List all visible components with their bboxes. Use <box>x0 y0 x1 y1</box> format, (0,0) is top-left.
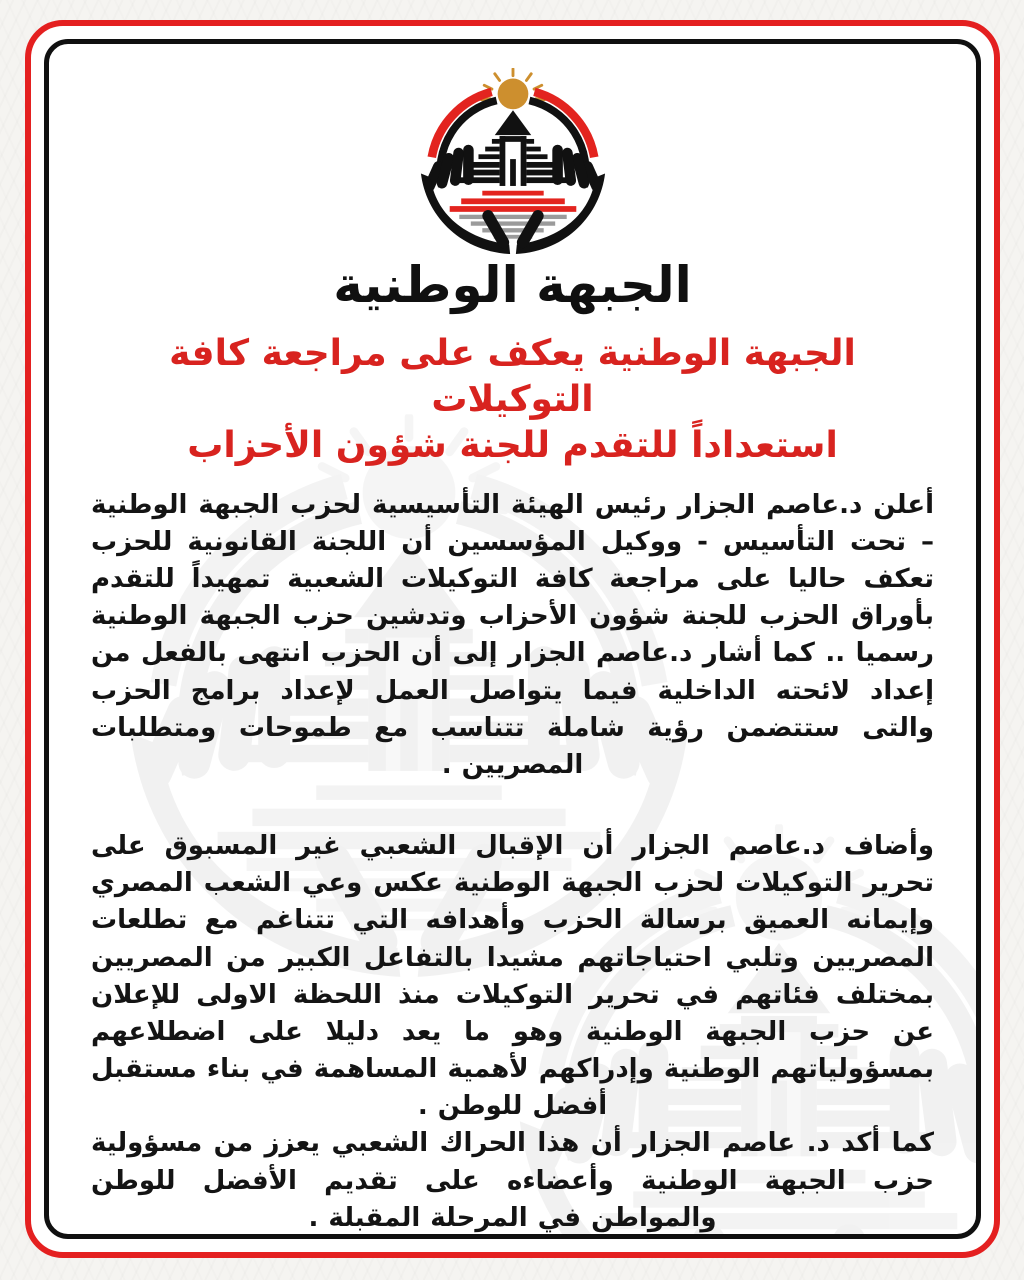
paragraph: وأضاف د.عاصم الجزار أن الإقبال الشعبي غير المسبوق على تحرير التوكيلات لحزب الجبهة الوطنية عكس وعي الشعب المصري وإيمانه العميق برسالة الحزب وأهدافه التي تتناغم مع تطلعات المصريين وتلبي احتياجاتهم مشيدا بالتفاعل الكبير من المصريين بمختلف فئاتهم في تحرير التوكيلات منذ اللحظة الاولى للإعلان عن حزب الجبهة الوطنية وهو ما يعد دليلا على اضطلاعهم بمسؤولياتهم الوطنية وإدراكهم لأهمية المساهمة في بناء مستقبل أفضل للوطن . <box>91 831 934 1122</box>
party-logo <box>417 68 609 255</box>
party-name-calligraphy: الجبهة الوطنية <box>333 256 692 314</box>
paragraph: أعلن د.عاصم الجزار رئيس الهيئة التأسيسية لحزب الجبهة الوطنية – تحت التأسيس - ووكيل المؤسسين أن اللجنة القانونية للحزب تعكف حاليا على مراجعة كافة التوكيلات الشعبية تمهيداً للتقدم بأوراق الحزب للجنة شؤون الأحزاب وتدشين حزب الجبهة الوطنية رسميا .. كما أشار د.عاصم الجزار إلى أن الحزب انتهى بالفعل من إعداد لائحته الداخلية فيما يتواصل العمل لإعداد برامج الحزب والتى ستتضمن رؤية شاملة تتناسب مع طموحات ومتطلبات المصريين . <box>91 489 934 780</box>
headline-title <box>91 331 934 469</box>
inner-black-frame <box>44 39 981 1239</box>
headline-line-1: الجبهة الوطنية يعكف على مراجعة كافة التوكيلات <box>169 332 856 420</box>
statement-card <box>49 44 976 1234</box>
logo-block <box>91 68 934 255</box>
paragraph: كما أكد د. عاصم الجزار أن هذا الحراك الشعبي يعزز من مسؤولية حزب الجبهة الوطنية وأعضاءه على تقديم الأفضل للوطن والمواطن في المرحلة المقبلة . <box>91 1128 934 1233</box>
article-body <box>91 487 934 1237</box>
outer-red-frame <box>25 20 1000 1258</box>
headline-line-2: استعداداً للتقدم للجنة شؤون الأحزاب <box>187 424 838 466</box>
